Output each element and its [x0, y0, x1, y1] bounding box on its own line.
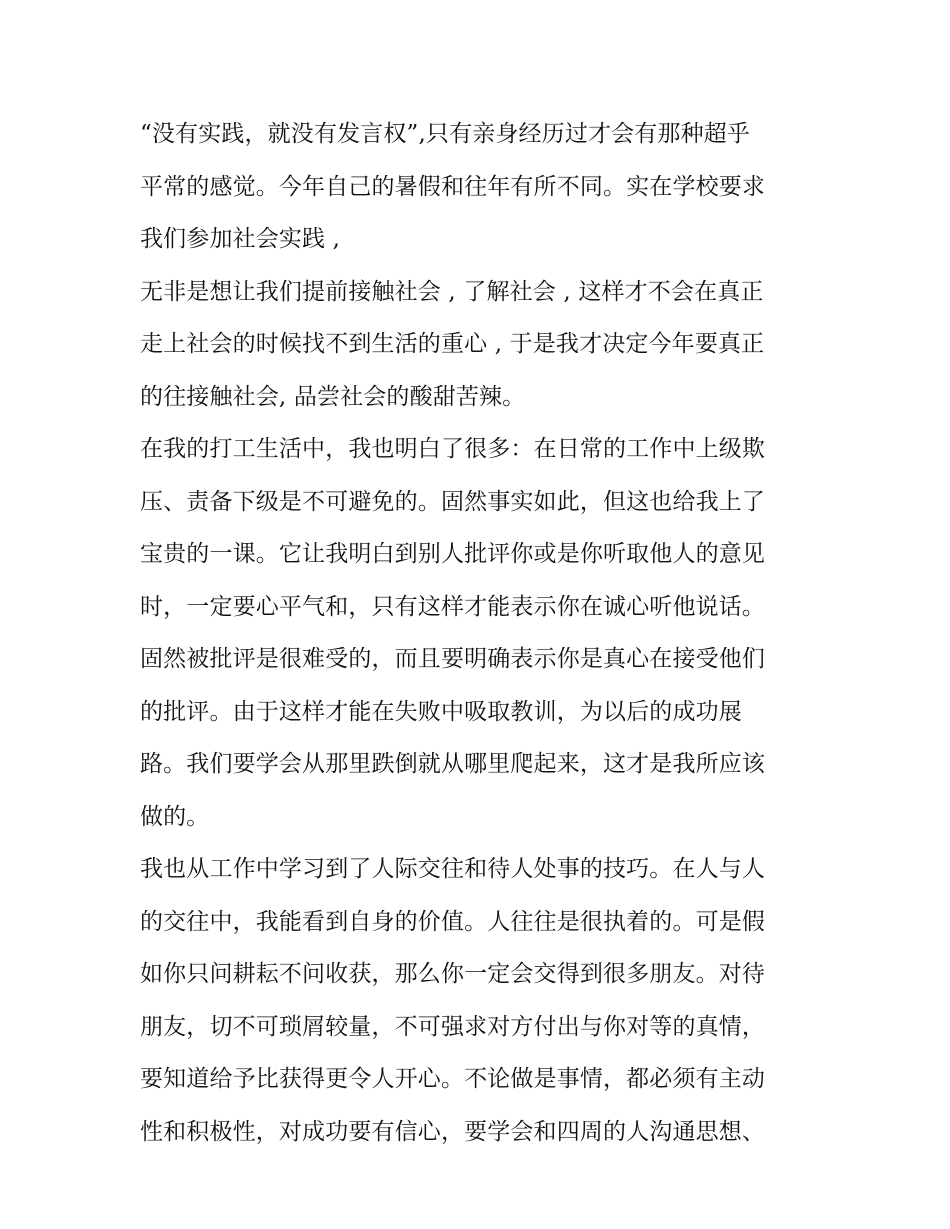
text-line: 要知道给予比获得更令人开心。不论做是事情，都必须有主动: [140, 1066, 766, 1092]
text-line: 的交往中，我能看到自身的价值。人往往是很执着的。可是假: [140, 908, 766, 935]
text-line: 做的。: [140, 803, 210, 830]
text-line: 宝贵的一课。它让我明白到别人批评你或是你听取他人的意见: [140, 541, 766, 567]
text-line: 我也从工作中学习到了人际交往和待人处事的技巧。在人与人: [140, 856, 766, 882]
text-line: 时，一定要心平气和，只有这样才能表示你在诚心听他说话。: [140, 593, 766, 620]
text-line: 性和积极性，对成功要有信心，要学会和四周的人沟通思想、: [140, 1118, 766, 1145]
text-line: 压、责备下级是不可避免的。固然事实如此，但这也给我上了: [140, 488, 766, 515]
text-line: 走上社会的时候找不到生活的重心 , 于是我才决定今年要真正: [140, 331, 765, 357]
text-line: 路。我们要学会从那里跌倒就从哪里爬起来，这才是我所应该: [140, 751, 766, 777]
text-line: 的往接触社会, 品尝社会的酸甜苦辣。: [140, 383, 526, 410]
text-line: 朋友，切不可琐屑较量，不可强求对方付出与你对等的真情，: [140, 1013, 766, 1040]
body-text: [140, 108, 820, 1158]
text-line: 我们参加社会实践 ,: [140, 226, 341, 252]
text-line: 平常的感觉。今年自己的暑假和往年有所不同。实在学校要求: [140, 173, 766, 200]
text-line: 如你只问耕耘不问收获，那么你一定会交得到很多朋友。对待: [140, 961, 766, 987]
text-line: 在我的打工生活中，我也明白了很多：在日常的工作中上级欺: [140, 436, 766, 462]
text-line: “没有实践，就没有发言权”,只有亲身经历过才会有那种超乎: [140, 121, 751, 147]
text-line: 固然被批评是很难受的，而且要明确表示你是真心在接受他们: [140, 646, 766, 672]
text-line: 的批评。由于这样才能在失败中吸取教训，为以后的成功展: [140, 698, 742, 725]
text-line: 无非是想让我们提前接触社会 , 了解社会 , 这样才不会在真正: [140, 278, 764, 305]
